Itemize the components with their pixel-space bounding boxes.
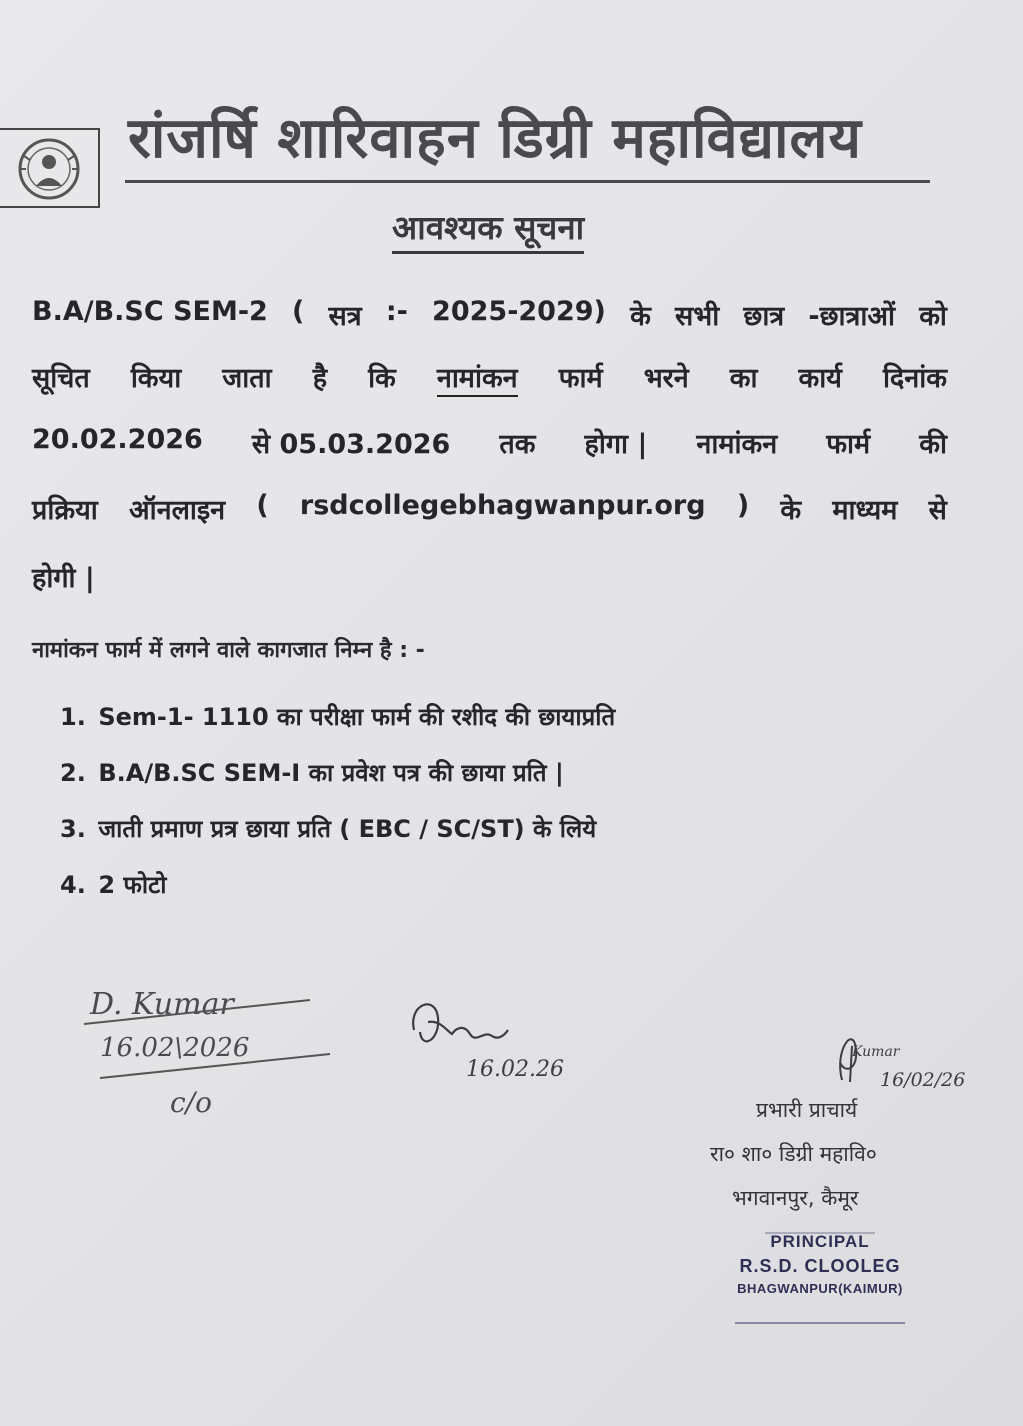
body-line-4 (32, 490, 947, 527)
item-number: 3. (60, 815, 86, 843)
item-number: 2. (60, 759, 86, 787)
word: कार्य (798, 363, 842, 394)
body-line-5: होगी | (32, 563, 95, 594)
word: की (919, 429, 947, 460)
word: जाता (222, 363, 272, 394)
documents-list (60, 700, 615, 924)
body-line-2 (32, 358, 947, 397)
notice-title: आवश्यक सूचना (392, 204, 584, 254)
list-item (60, 812, 615, 868)
item-text: 2 फोटो (98, 871, 167, 899)
signature-1 (80, 980, 340, 1120)
stamp-line-2: R.S.D. CLOOLEG (739, 1256, 901, 1276)
list-item (60, 756, 615, 812)
word: का (729, 363, 758, 394)
word: के (630, 301, 651, 332)
signature-name: Kumar (852, 1044, 900, 1060)
college-logo (0, 128, 100, 208)
word: प्रक्रिया (32, 495, 98, 526)
body-line-3 (32, 424, 947, 461)
word: :- (385, 296, 408, 327)
website-url: rsdcollegebhagwanpur.org (299, 490, 706, 521)
word: ( (256, 490, 269, 521)
signature-date: 16.02\2026 (100, 1033, 250, 1063)
signature-date: 16.02.26 (466, 1057, 564, 1082)
list-item (60, 700, 615, 756)
principal-location: भगवानपुर, कैमूर (732, 1186, 859, 1210)
word: सत्र (328, 301, 362, 332)
word: 2025-2029) (432, 296, 606, 327)
word: तक (499, 429, 536, 460)
principal-stamp (735, 1232, 905, 1332)
college-name: रांजर्षि शारिवाहन डिग्री महाविद्यालय (128, 105, 862, 171)
word: ( (292, 296, 305, 327)
word: छात्र (743, 301, 785, 332)
title-underline (125, 180, 930, 183)
word: होगा | (584, 429, 648, 460)
list-item (60, 868, 615, 924)
end-date: से 05.03.2026 (251, 429, 451, 460)
word: दिनांक (882, 363, 947, 394)
principal-block (700, 1096, 877, 1228)
word: नामांकन (696, 429, 778, 460)
word: कि (368, 363, 396, 394)
item-text: जाती प्रमाण प्रत्र छाया प्रति ( EBC / SC/ST) के लिये (98, 815, 597, 843)
word: को (919, 301, 947, 332)
word: के (780, 495, 802, 526)
word: फार्म (558, 363, 603, 394)
item-number: 1. (60, 703, 86, 731)
principal-designation: प्रभारी प्राचार्य (756, 1098, 858, 1122)
word: सभी (674, 301, 720, 332)
emblem-icon (6, 136, 92, 202)
word: ऑनलाइन (128, 495, 226, 526)
item-number: 4. (60, 871, 86, 899)
word: है (312, 363, 328, 394)
start-date: 20.02.2026 (32, 424, 203, 455)
word: -छात्राओं (808, 301, 896, 332)
documents-intro: नामांकन फार्म में लगने वाले कागजात निम्न है : - (32, 638, 425, 663)
word: माध्यम (832, 495, 898, 526)
underlined-word: नामांकन (437, 358, 518, 397)
word: सूचित (32, 363, 90, 394)
stamp-line-1: PRINCIPAL (770, 1232, 870, 1251)
word: B.A/B.SC SEM-2 (32, 296, 268, 327)
signature-name: D. Kumar (90, 987, 234, 1022)
word: फार्म (826, 429, 871, 460)
item-text: Sem-1- 1110 का परीक्षा फार्म की रशीद की छायाप्रति (98, 703, 616, 731)
body-line-1 (32, 296, 947, 333)
signature-3 (830, 1010, 970, 1100)
word: भरने (643, 363, 689, 394)
stamp-border-bottom (735, 1322, 905, 1324)
word: किया (130, 363, 182, 394)
signature-date: 16/02/26 (880, 1069, 966, 1091)
word: से (928, 495, 947, 526)
signature-2 (400, 990, 580, 1090)
signature-note: c/o (170, 1086, 212, 1119)
principal-college: रा० शा० डिग्री महावि० (710, 1142, 877, 1166)
word: ) (736, 490, 750, 521)
stamp-line-3: BHAGWANPUR(KAIMUR) (737, 1281, 903, 1296)
item-text: B.A/B.SC SEM-I का प्रवेश पत्र की छाया प्रति | (98, 759, 564, 787)
